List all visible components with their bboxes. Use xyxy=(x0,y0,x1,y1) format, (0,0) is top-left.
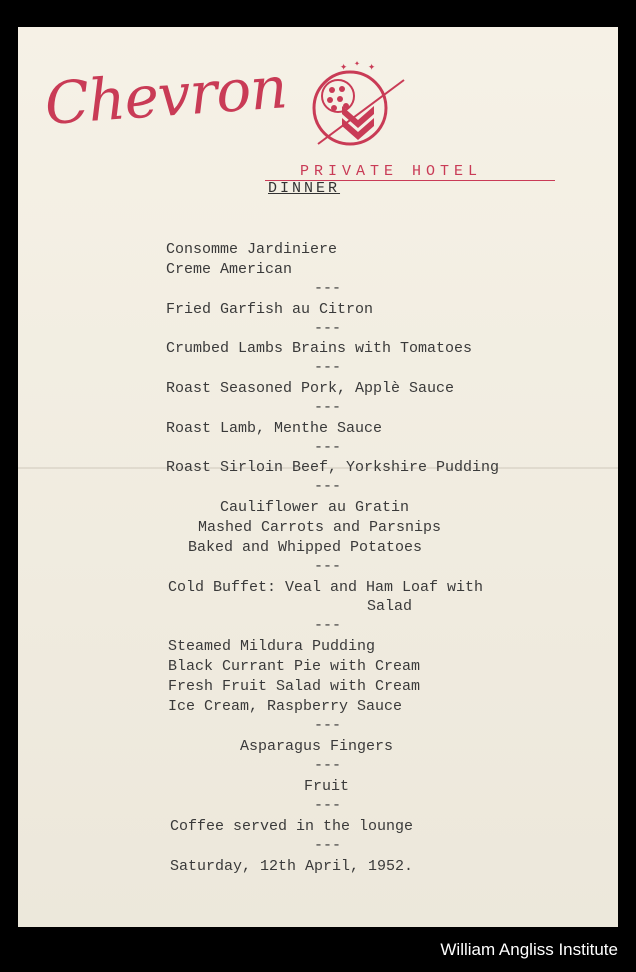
menu-separator: --- xyxy=(314,478,342,495)
menu-separator: --- xyxy=(314,439,342,456)
menu-line: Cold Buffet: Veal and Ham Loaf with xyxy=(168,579,484,596)
menu-line: Coffee served in the lounge xyxy=(170,818,414,835)
menu-separator: --- xyxy=(314,558,342,575)
hotel-subtitle: PRIVATE HOTEL xyxy=(300,163,483,180)
menu-line: Fresh Fruit Salad with Cream xyxy=(168,678,421,695)
hotel-logo-script: Chevron xyxy=(42,53,289,138)
menu-line: Roast Lamb, Menthe Sauce xyxy=(166,420,383,437)
menu-separator: --- xyxy=(314,280,342,297)
menu-separator: --- xyxy=(314,399,342,416)
menu-separator: --- xyxy=(314,359,342,376)
menu-separator: --- xyxy=(314,617,342,634)
source-credit: William Angliss Institute xyxy=(440,940,618,959)
menu-separator: --- xyxy=(314,320,342,337)
menu-line: Cauliflower au Gratin xyxy=(220,499,410,516)
menu-line: Baked and Whipped Potatoes xyxy=(188,539,423,556)
menu-line: Asparagus Fingers xyxy=(240,738,394,755)
svg-text:✦: ✦ xyxy=(368,60,376,74)
menu-separator: --- xyxy=(314,837,342,854)
svg-text:✦: ✦ xyxy=(340,60,348,74)
menu-line: Crumbed Lambs Brains with Tomatoes xyxy=(166,340,473,357)
menu-line: Creme American xyxy=(166,261,293,278)
menu-line: Fruit xyxy=(304,778,350,795)
menu-separator: --- xyxy=(314,757,342,774)
menu-line: Mashed Carrots and Parsnips xyxy=(198,519,442,536)
menu-line: Consomme Jardiniere xyxy=(166,241,338,258)
menu-line: Black Currant Pie with Cream xyxy=(168,658,421,675)
menu-date: Saturday, 12th April, 1952. xyxy=(170,858,414,875)
menu-separator: --- xyxy=(314,717,342,734)
menu-line: Fried Garfish au Citron xyxy=(166,301,374,318)
chevron-emblem-icon xyxy=(298,56,418,156)
menu-line: Steamed Mildura Pudding xyxy=(168,638,376,655)
menu-line: Roast Sirloin Beef, Yorkshire Pudding xyxy=(166,459,500,476)
menu-line: Ice Cream, Raspberry Sauce xyxy=(168,698,403,715)
menu-line: Salad xyxy=(367,598,413,615)
svg-text:✦: ✦ xyxy=(354,59,361,70)
menu-heading: DINNER xyxy=(268,180,341,197)
menu-line: Roast Seasoned Pork, Applè Sauce xyxy=(166,380,455,397)
menu-separator: --- xyxy=(314,797,342,814)
